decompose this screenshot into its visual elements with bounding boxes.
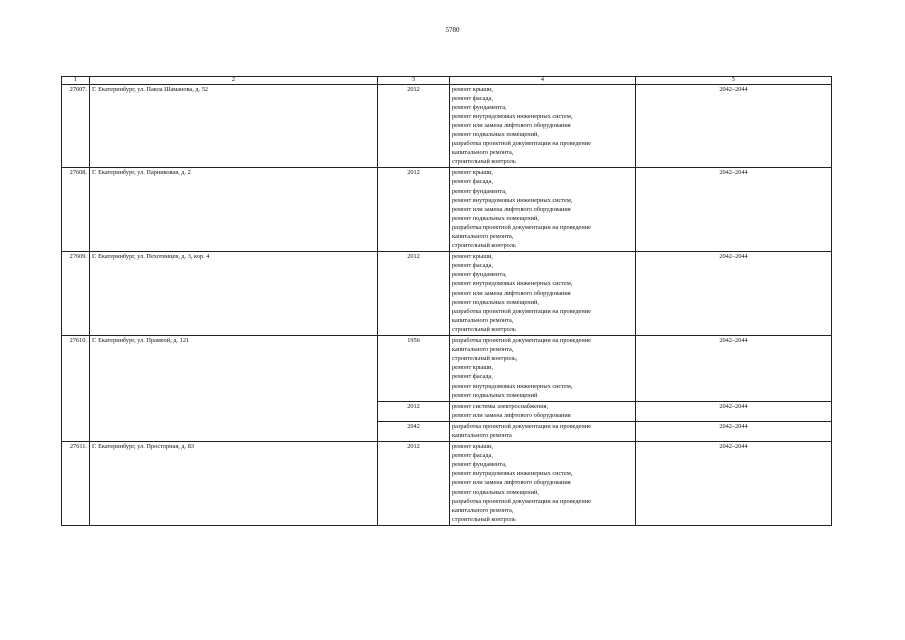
work-item: ремонт внутридомовых инженерных систем, bbox=[452, 280, 573, 288]
year-cell: 2012 bbox=[378, 252, 450, 336]
table-row bbox=[62, 336, 832, 402]
work-item: ремонт внутридомовых инженерных систем, bbox=[452, 470, 573, 478]
work-item: ремонт фасада, bbox=[452, 94, 493, 102]
work-item: ремонт или замена лифтового оборудования bbox=[452, 121, 571, 129]
year-cell: 2012 bbox=[378, 442, 450, 526]
work-item: капитального ремонта bbox=[452, 431, 512, 439]
work-item: ремонт фундамента, bbox=[452, 103, 507, 111]
row-number: 27611. bbox=[62, 442, 90, 526]
work-item: ремонт или замена лифтового оборудования bbox=[452, 205, 571, 213]
work-item: капитального ремонта, bbox=[452, 149, 514, 157]
work-item: строительный контроль, bbox=[452, 355, 518, 363]
row-number: 27607. bbox=[62, 84, 90, 168]
work-item: ремонт крыши, bbox=[452, 443, 494, 451]
work-item: ремонт или замена лифтового оборудования bbox=[452, 479, 571, 487]
year-cell: 2042 bbox=[378, 421, 450, 441]
work-item: ремонт подвальных помещений, bbox=[452, 130, 539, 138]
table-row bbox=[62, 442, 832, 526]
works-cell bbox=[450, 401, 636, 421]
table-row bbox=[62, 168, 832, 252]
works-cell bbox=[450, 168, 636, 252]
work-item: ремонт подвальных помещений, bbox=[452, 488, 539, 496]
work-item: строительный контроль bbox=[452, 515, 516, 523]
repair-schedule-table bbox=[61, 76, 832, 526]
address-cell: Г. Екатеринбург, ул. Парниковая, д. 2 bbox=[90, 168, 378, 252]
page-number: 5780 bbox=[445, 26, 460, 34]
work-item: капитального ремонта, bbox=[452, 233, 514, 240]
work-item: ремонт крыши, bbox=[452, 169, 494, 177]
year-cell: 1956 bbox=[378, 336, 450, 402]
row-number: 27609. bbox=[62, 252, 90, 336]
work-item: ремонт внутридомовых инженерных систем, bbox=[452, 382, 573, 390]
work-item: ремонт подвальных помещений bbox=[452, 391, 538, 399]
work-item: строительный контроль bbox=[452, 158, 516, 166]
work-item: ремонт внутридомовых инженерных систем, bbox=[452, 112, 573, 120]
column-header: 2 bbox=[90, 77, 378, 85]
table-body bbox=[62, 84, 832, 525]
work-item: капитального ремонта, bbox=[452, 346, 514, 354]
work-item: ремонт или замена лифтового оборудования bbox=[452, 411, 571, 419]
period-cell: 2042–2044 bbox=[636, 84, 832, 168]
work-item: строительный контроль bbox=[452, 325, 516, 333]
works-cell bbox=[450, 442, 636, 526]
work-item: ремонт фасада, bbox=[452, 373, 493, 381]
column-header: 3 bbox=[378, 77, 450, 85]
works-cell bbox=[450, 336, 636, 402]
period-cell: 2042–2044 bbox=[636, 252, 832, 336]
row-number: 27610. bbox=[62, 336, 90, 442]
row-number: 27608. bbox=[62, 168, 90, 252]
works-cell bbox=[450, 421, 636, 441]
period-cell: 2042–2044 bbox=[636, 421, 832, 441]
works-cell bbox=[450, 84, 636, 168]
work-item: ремонт фасада, bbox=[452, 262, 493, 270]
work-item: строительный контроль bbox=[452, 242, 516, 250]
address-cell: Г. Екатеринбург, ул. Прамеой, д. 121 bbox=[90, 336, 378, 442]
work-item: ремонт фундамента, bbox=[452, 461, 507, 469]
work-item: ремонт крыши, bbox=[452, 85, 494, 93]
works-cell bbox=[450, 252, 636, 336]
work-item: ремонт крыши, bbox=[452, 253, 494, 261]
work-item: капитального ремонта, bbox=[452, 316, 514, 324]
work-item: ремонт крыши, bbox=[452, 364, 494, 372]
table-row bbox=[62, 84, 832, 168]
work-item: разработка проектной документации на проведение bbox=[452, 223, 591, 231]
work-item: ремонт фасада, bbox=[452, 452, 493, 460]
work-item: ремонт фундамента, bbox=[452, 187, 507, 195]
work-item: ремонт или замена лифтового оборудования bbox=[452, 289, 571, 297]
work-item: ремонт системы электроснабжения, bbox=[452, 402, 549, 410]
year-cell: 2012 bbox=[378, 168, 450, 252]
period-cell: 2042–2044 bbox=[636, 168, 832, 252]
work-item: разработка проектной документации на проведение bbox=[452, 497, 591, 505]
year-cell: 2012 bbox=[378, 401, 450, 421]
column-header: 5 bbox=[636, 77, 832, 85]
work-item: разработка проектной документации на проведение bbox=[452, 140, 591, 148]
address-cell: Г. Екатеринбург, ул. Просторная, д. 83 bbox=[90, 442, 378, 526]
period-cell: 2042–2044 bbox=[636, 401, 832, 421]
work-item: ремонт фасада, bbox=[452, 178, 493, 186]
work-item: разработка проектной документации на проведение bbox=[452, 422, 591, 430]
work-item: ремонт подвальных помещений, bbox=[452, 214, 539, 222]
column-header: 1 bbox=[62, 77, 90, 85]
work-item: капитального ремонта, bbox=[452, 506, 514, 514]
column-header: 4 bbox=[450, 77, 636, 85]
work-item: разработка проектной документации на проведение bbox=[452, 337, 591, 345]
column-number-row bbox=[62, 77, 832, 85]
address-cell: Г. Екатеринбург, ул. Пехотинцев, д. 3, кор. 4 bbox=[90, 252, 378, 336]
work-item: ремонт подвальных помещений, bbox=[452, 298, 539, 306]
work-item: ремонт внутридомовых инженерных систем, bbox=[452, 196, 573, 204]
address-cell: Г. Екатеринбург, ул. Павла Шаманова, д. 52 bbox=[90, 84, 378, 168]
year-cell: 2012 bbox=[378, 84, 450, 168]
period-cell: 2042–2044 bbox=[636, 336, 832, 402]
work-item: разработка проектной документации на проведение bbox=[452, 307, 591, 315]
work-item: ремонт фундамента, bbox=[452, 271, 507, 279]
period-cell: 2042–2044 bbox=[636, 442, 832, 526]
table-row bbox=[62, 252, 832, 336]
